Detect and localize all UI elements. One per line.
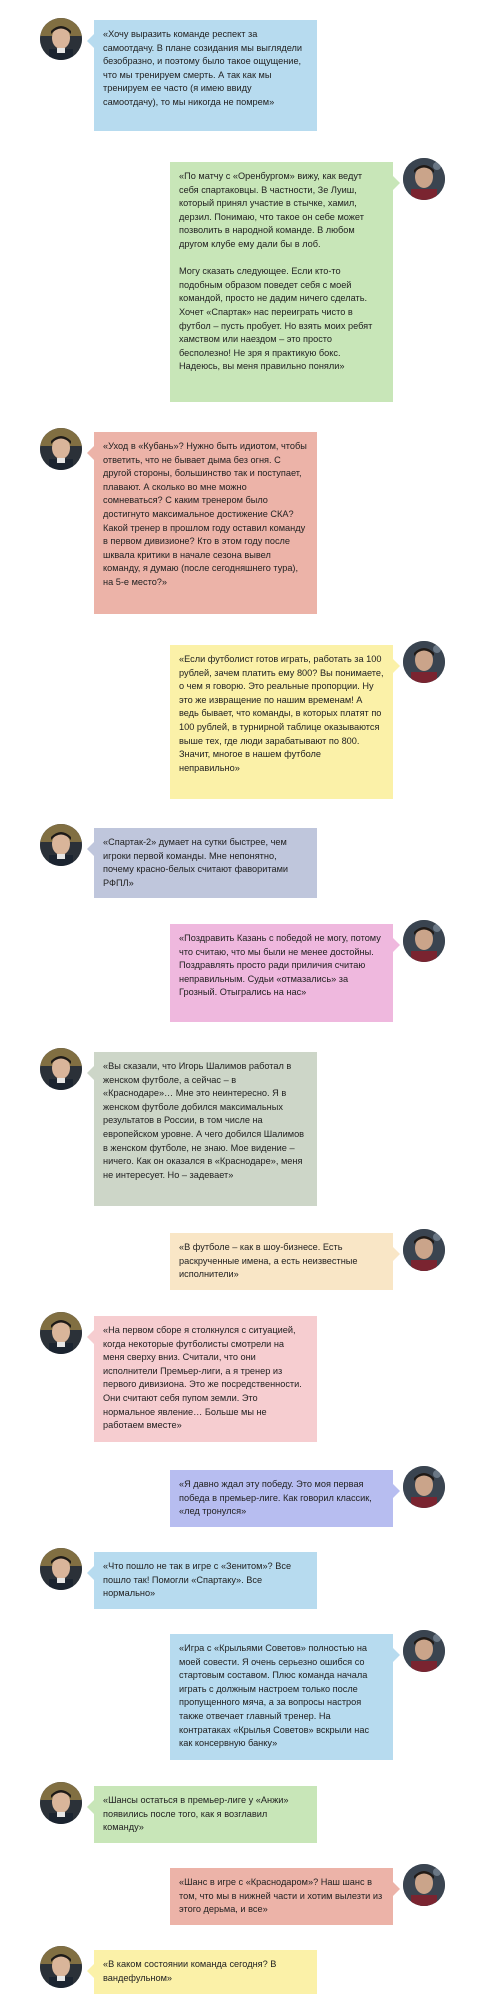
avatar bbox=[40, 1946, 82, 1988]
message-text: «На первом сборе я столкнулся с ситуацией, когда некоторые футболисты смотрели на меня сверху вниз. Считали, что они исполнители Премьер-лиги, а я тренер из первого дивизиона. Это же посредственности. Они считают себя пупом земли. Это нормальное явление… Больше мы не работаем вместе» bbox=[103, 1325, 302, 1431]
message-bubble bbox=[94, 20, 317, 131]
bubble-tail bbox=[87, 446, 94, 460]
message-text: «Спартак-2» думает на сутки быстрее, чем игроки первой команды. Мне непонятно, почему красно-белых считают фаворитами РФПЛ» bbox=[103, 837, 289, 888]
message-text: «В каком состоянии команда сегодня? В вандефульном» bbox=[103, 1959, 277, 1983]
bubble-tail bbox=[393, 1247, 400, 1261]
bubble-tail bbox=[393, 659, 400, 673]
message-bubble bbox=[170, 1470, 393, 1527]
message-text: «В футболе – как в шоу-бизнесе. Есть раскрученные имена, а есть неизвестные исполнители» bbox=[179, 1242, 358, 1280]
bubble-tail bbox=[393, 176, 400, 190]
bubble-tail bbox=[87, 842, 94, 856]
avatar bbox=[40, 428, 82, 470]
message-bubble bbox=[94, 1786, 317, 1843]
message-bubble bbox=[170, 924, 393, 1022]
avatar bbox=[403, 158, 445, 200]
message-bubble bbox=[94, 1316, 317, 1442]
message-text: «Поздравить Казань с победой не могу, потому что считаю, что мы были не менее достойны. Поздравлять просто ради приличия считаю неправильным. Судьи «отмазались» за Грозный. Отыгрались на нас» bbox=[179, 933, 381, 998]
avatar bbox=[40, 1048, 82, 1090]
avatar bbox=[40, 1312, 82, 1354]
avatar bbox=[403, 641, 445, 683]
message-text: «Если футболист готов играть, работать за 100 рублей, зачем платить ему 800? Вы понимаете, о чем я говорю. Это реальные пропорции. Ну это же извращение по нашим временам! А ведь бывает, что команды, в которых платят по 100 рублей, в турнирной таблице оказываются выше тех, где люди зарабатывают по 800. Значит, многое в нашем футболе неправильно» bbox=[179, 654, 384, 773]
message-bubble bbox=[170, 1868, 393, 1925]
bubble-tail bbox=[87, 1330, 94, 1344]
message-text: «Шансы остаться в премьер-лиге у «Анжи» появились после того, как я возглавил команду» bbox=[103, 1795, 289, 1833]
message-bubble bbox=[94, 1950, 317, 1994]
message-bubble bbox=[94, 1552, 317, 1609]
bubble-tail bbox=[393, 938, 400, 952]
avatar bbox=[403, 920, 445, 962]
message-text: «Игра с «Крыльями Советов» полностью на моей совести. Я очень серьезно ошибся со стартовым составом. Плюс команда начала играть с должным настроем только после пропущенного мяча, а за вопросы настроя также отвечает главный тренер. На контратаках «Крылья Советов» вскрыли нас как консервную банку» bbox=[179, 1643, 370, 1749]
bubble-tail bbox=[87, 1964, 94, 1978]
bubble-tail bbox=[393, 1648, 400, 1662]
avatar bbox=[40, 1782, 82, 1824]
message-text: «Что пошло не так в игре с «Зенитом»? Все пошло так! Помогли «Спартаку». Все нормально» bbox=[103, 1561, 292, 1599]
message-bubble bbox=[94, 828, 317, 898]
message-bubble bbox=[94, 1052, 317, 1206]
message-text: «Хочу выразить команде респект за самоотдачу. В плане созидания мы выглядели безобразно, и поэтому было такое ощущение, что мы тренируем смерть. А так как мы тренируем ее часто (я имею ввиду самоотдачу), то мы никогда не помрем» bbox=[103, 29, 302, 107]
message-text: «Я давно ждал эту победу. Это моя первая победа в премьер-лиге. Как говорил классик, «лед тронулся» bbox=[179, 1479, 372, 1517]
message-text: «Шанс в игре с «Краснодаром»? Наш шанс в том, что мы в нижней части и хотим вылезти из этого дерьма, и все» bbox=[179, 1877, 383, 1915]
bubble-tail bbox=[393, 1882, 400, 1896]
bubble-tail bbox=[87, 1566, 94, 1580]
avatar bbox=[40, 824, 82, 866]
message-bubble bbox=[170, 162, 393, 402]
avatar bbox=[40, 1548, 82, 1590]
message-bubble bbox=[170, 1233, 393, 1290]
bubble-tail bbox=[87, 1800, 94, 1814]
message-text: «Вы сказали, что Игорь Шалимов работал в женском футболе, а сейчас – в «Краснодаре»… Мне это неинтересно. Я в женском футболе добился максимальных результатов в России, в том числе на европейском уровне. А чего добился Шалимов в женском футболе, не знаю. Мое видение – ничего. Как он оказался в «Краснодаре», меня не интересует. Но – задевает» bbox=[103, 1061, 305, 1180]
avatar bbox=[403, 1864, 445, 1906]
avatar bbox=[403, 1466, 445, 1508]
message-text: «По матчу с «Оренбургом» вижу, как ведут себя спартаковцы. В частности, Зе Луиш, который принял участие в стычке, хамил, дерзил. Понимаю, что такое он себе может позволить в народной команде. В любом другом клубе ему дали бы в лоб. Могу сказать следующее. Если кто-то подобным образом поведет себя с моей командой, просто не дадим ничего сделать. Хочет «Спартак» нас переиграть чисто в футбол – пусть пробует. Но взять моих ребят хамством или наездом – это просто бесполезно! Не зря я практикую бокс. Надеюсь, вы меня правильно поняли» bbox=[179, 171, 373, 372]
bubble-tail bbox=[87, 1066, 94, 1080]
message-text: «Уход в «Кубань»? Нужно быть идиотом, чтобы ответить, что не бывает дыма без огня. С другой стороны, большинство так и поступает, плавают. А сколько во мне можно сомневаться? С каким тренером было достигнуто максимальное достижение СКА? Какой тренер в прошлом году оставил команду в первом дивизионе? Кто в этом году после шквала критики в начале сезона вывел команду, я думаю (после сегодняшнего тура), на 5-е место?» bbox=[103, 441, 307, 587]
message-bubble bbox=[94, 432, 317, 614]
message-bubble bbox=[170, 1634, 393, 1760]
avatar bbox=[403, 1630, 445, 1672]
bubble-tail bbox=[393, 1484, 400, 1498]
avatar bbox=[403, 1229, 445, 1271]
message-bubble bbox=[170, 645, 393, 799]
avatar bbox=[40, 18, 82, 60]
bubble-tail bbox=[87, 34, 94, 48]
